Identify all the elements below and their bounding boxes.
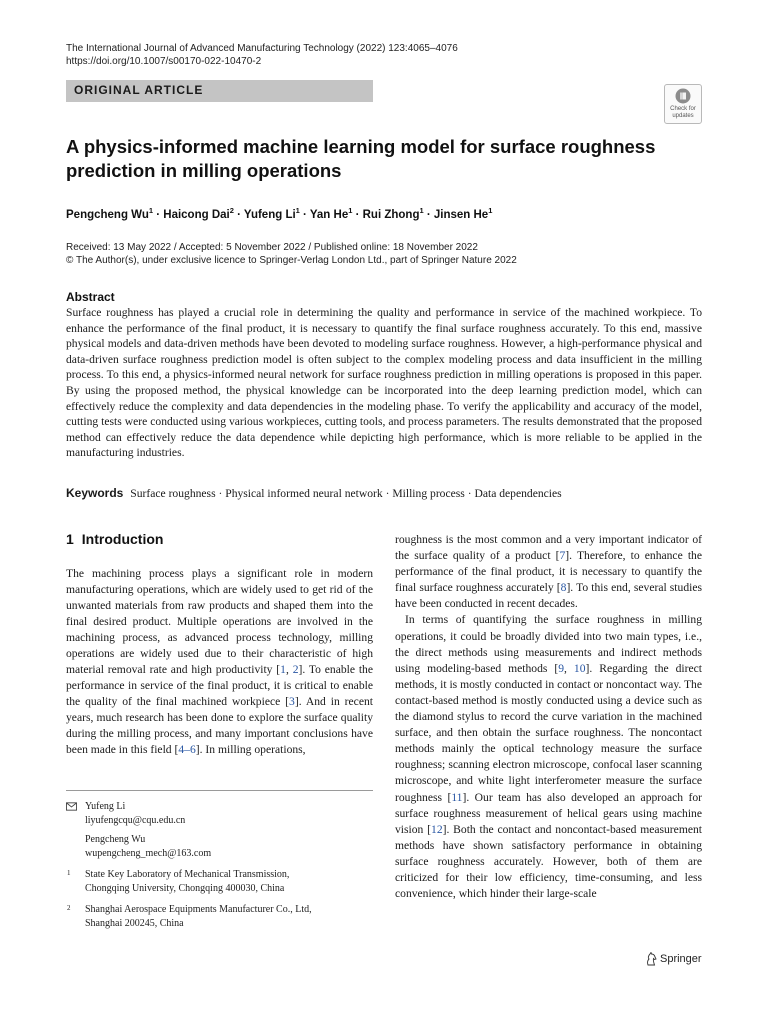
contact-email[interactable]: liyufengcqu@cqu.edu.cn <box>85 814 186 826</box>
author-name[interactable]: Rui Zhong <box>362 208 420 221</box>
contact-name: Yufeng Li <box>85 801 126 812</box>
publisher-name: Springer <box>660 952 702 965</box>
author-affiliation-mark: 1 <box>295 206 300 215</box>
citation-link[interactable]: 7 <box>559 549 566 563</box>
paper-title: A physics-informed machine learning model for surface roughness prediction in milling operations <box>66 136 656 181</box>
author-list <box>66 203 492 223</box>
section-title: Introduction <box>81 531 164 547</box>
journal-citation: The International Journal of Advanced Manufacturing Technology (2022) 123:4065–4076 <box>66 43 458 54</box>
citation-link[interactable]: 10 <box>573 661 586 675</box>
affiliation-line: Shanghai Aerospace Equipments Manufacturer Co., Ltd, <box>85 904 312 915</box>
citation-link[interactable]: 3 <box>289 695 295 708</box>
citation-link[interactable]: 9 <box>558 661 565 675</box>
abstract-text: Surface roughness has played a crucial role in determining the quality and performance in service of the machined workpiece. To enhance the performance of the final product, it is necessary to quantify the final surface roughness accurately. To this end, massive physical models and data-driven methods have been devoted to modeling surface roughness. However, a high-performance physical and data-driven surface roughness prediction model is often subject to the complex modeling process and data insufficient in the milling process. To this end, a physics-informed neural network for surface roughness prediction in milling operations is proposed in this paper. By using the proposed method, the physical knowledge can be incorporated into the deep learning prediction model, which can effectively reduce the complexity and data dependencies in the modeling phase. To verify the applicability and accuracy of the model, cutting tests were conducted using various workpieces, cutting tools, and process parameters. The results demonstrated that the proposed method can effectively reduce the data dependence while depicting high performance, which is more reliable to be applied in the manufacturing industries. <box>66 306 702 460</box>
keywords-label: Keywords <box>66 486 124 500</box>
check-for-updates-icon <box>675 88 691 104</box>
section-heading-introduction <box>66 531 163 547</box>
author-separator: · <box>153 208 164 221</box>
author-affiliation-mark: 1 <box>348 206 353 215</box>
author-affiliation-mark: 1 <box>148 206 154 215</box>
author-affiliation-mark: 1 <box>488 206 493 215</box>
springer-horse-icon <box>645 952 657 966</box>
abstract-heading: Abstract <box>66 290 115 304</box>
intro-paragraph-left: The machining process plays a significant role in modern manufacturing operations, which are widely used to get rid of the unwanted materials from raw products and shaped them into the final desired product. Multiple operations are involved in the machining process, as advanced process technology, milling operations are widely used due to their characteristic of high material removal rate and high productivity [1, 2]. To enable the performance in service of the final product, it is critical to enable the quality of the final machined workpiece [3]. And in recent years, much research has been done to explore the surface quality during the milling process, and many important conclusions have been made in this field [4–6]. In milling operations, <box>66 567 374 756</box>
affiliation-line: Chongqing University, Chongqing 400030, China <box>85 882 285 894</box>
publisher-logo <box>645 952 702 966</box>
article-type-label: ORIGINAL ARTICLE <box>74 83 204 97</box>
citation-link[interactable]: 1 <box>280 663 286 676</box>
article-type-banner <box>66 80 373 102</box>
author-separator: · <box>423 208 434 221</box>
affiliation-1 <box>66 868 373 898</box>
author-separator: · <box>352 208 363 221</box>
affiliation-number: 2 <box>67 904 71 912</box>
author-name[interactable]: Pengcheng Wu <box>66 208 149 221</box>
doi-link[interactable]: https://doi.org/10.1007/s00170-022-10470-2 <box>66 56 262 67</box>
author-affiliation-mark: 2 <box>229 206 234 215</box>
author-name[interactable]: Haicong Dai <box>163 208 230 221</box>
check-for-updates-text: Check for updates <box>670 106 696 119</box>
author-separator: · <box>233 208 244 221</box>
author-name[interactable]: Jinsen He <box>433 208 489 221</box>
contact-name: Pengcheng Wu <box>85 834 146 845</box>
corresponding-author-1 <box>66 800 373 830</box>
corresponding-author-2 <box>66 833 373 863</box>
affiliation-line: State Key Laboratory of Mechanical Transmission, <box>85 869 290 880</box>
intro-paragraph-right-2: In terms of quantifying the surface roughness in milling operations, it could be broadly divided into two main types, i.e., the direct methods using measurements and indirect methods using modeling-based methods [9, 10]. Regarding the direct methods, it is mostly conducted in contact or noncontact way. The contact-based method is mostly conducted using a device such as the diamond stylus to record the curve variation in the machined surface, and then obtain the surface roughness. The noncontact methods mainly the optical technology measure the surface roughness; scanning electron microscope, confocal laser scanning microscope, and white light interferometer measure the surface roughness [11]. Our team has also developed an approach for surface roughness measurement of helical gears using machine vision [12]. Both the contact and noncontact-based measurement methods have shown satisfactory performance in obtaining surface roughness accurately. However, both of them are criticized for their low efficiency, time-consuming, and less convenience, which hinder their large-scale <box>395 613 703 901</box>
copyright-notice: © The Author(s), under exclusive licence to Springer-Verlag London Ltd., part of Springer Nature 2022 <box>66 255 517 266</box>
affiliation-line: Shanghai 200245, China <box>85 917 184 929</box>
intro-column-right <box>395 532 702 902</box>
author-name[interactable]: Yan He <box>309 208 349 221</box>
intro-paragraph-right-1: roughness is the most common and a very important indicator of the surface quality of a product [7]. Therefore, to enhance the performance of the final product, it is necessary to quantify the final surface roughness accurately [8]. To this end, several studies have been conducted in recent decades. <box>395 533 702 611</box>
section-number: 1 <box>66 531 74 547</box>
footnote-divider <box>66 790 373 791</box>
keywords-line <box>66 485 706 502</box>
citation-link[interactable]: 2 <box>292 663 299 676</box>
check-for-updates-button[interactable] <box>664 84 702 124</box>
citation-link[interactable]: 8 <box>560 581 567 595</box>
citation-link[interactable]: 4–6 <box>178 743 196 756</box>
keywords-text: Surface roughness · Physical informed neural network · Milling process · Data dependencies <box>130 487 562 500</box>
contact-email[interactable]: wupengcheng_mech@163.com <box>85 847 212 859</box>
author-name[interactable]: Yufeng Li <box>243 208 296 221</box>
affiliation-number: 1 <box>67 869 71 877</box>
envelope-icon <box>66 802 77 811</box>
citation-link[interactable]: 12 <box>431 822 443 836</box>
citation-link[interactable]: 11 <box>451 790 463 804</box>
author-affiliation-mark: 1 <box>419 206 424 215</box>
author-separator: · <box>299 208 310 221</box>
affiliation-2 <box>66 903 373 933</box>
publication-dates: Received: 13 May 2022 / Accepted: 5 November 2022 / Published online: 18 November 2022 <box>66 242 478 253</box>
